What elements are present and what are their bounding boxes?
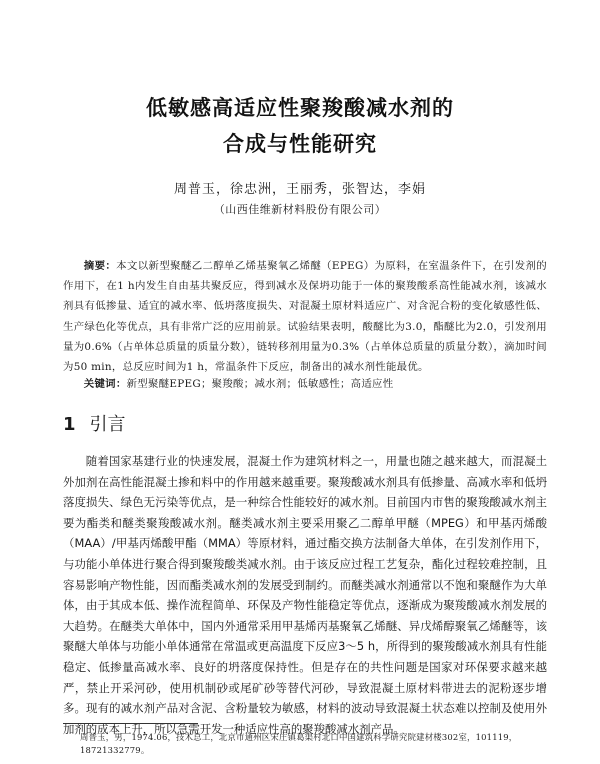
section-title: 引言 [89, 414, 126, 435]
paper-title-line-2: 合成与性能研究 [223, 132, 377, 156]
abstract-text: 本文以新型聚醚乙二醇单乙烯基聚氧乙烯醚（EPEG）为原料，在室温条件下，在引发剂的作用下，在1 h内发生自由基共聚反应，得到减水及保坍功能于一体的聚羧酸系高性能减水剂，该减水剂具有低掺量、适宜的减水率、低坍落度损失、对混凝土原材料适应广、对含泥合粉的变化敏感性低、生产绿色化等优点，具有非常广泛的应用前景。试验结果表明，酸醚比为3.0，酯醚比为2.0，引发剂用量为0.6%（占单体总质量的质量分数），链转移剂用量为0.3%（占单体总质量的质量分数），滴加时间为50 min，总反应时间为1 h，常温条件下反应，制备出的减水剂性能最优。 [63, 260, 547, 374]
abstract-label: 摘要： [83, 260, 117, 272]
section-number: 1 [63, 414, 76, 435]
keywords [63, 375, 547, 393]
section-heading [63, 410, 126, 436]
footnote-divider [63, 723, 198, 724]
keywords-label: 关键词： [83, 378, 127, 390]
affiliation: （山西佳维新材料股份有限公司） [213, 203, 387, 216]
paper-title-line-1: 低敏感高适应性聚羧酸减水剂的 [146, 96, 454, 120]
keywords-text: 新型聚醚EPEG；聚羧酸；减水剂；低敏感性；高适应性 [126, 378, 394, 390]
abstract [63, 256, 547, 377]
author-list: 周普玉，徐忠洲，王丽秀，张智达，李娟 [173, 182, 426, 197]
introduction-paragraph: 随着国家基建行业的快速发展，混凝土作为建筑材料之一，用量也随之越来越大，而混凝土外加剂在高性能混凝土掺和料中的作用越来越重要。聚羧酸减水剂具有低掺量、高减水率和低坍落度损失、绿色无污染等优点，是一种综合性能较好的减水剂。目前国内市售的聚羧酸减水剂主要为酯类和醚类聚羧酸减水剂。醚类减水剂主要采用聚乙二醇单甲醚（MPEG）和甲基丙烯酸（MAA）/甲基丙烯酸甲酯（MMA）等原材料，通过酯交换方法制备大单体，在引发剂作用下，与功能小单体进行聚合得到聚羧酸类减水剂。由于该反应过程工艺复杂，酯化过程较难控制，且容易影响产物性能，因而酯类减水剂的发展受到制约。而醚类减水剂通常以不饱和聚醚作为大单体，由于其成本低、操作流程简单、环保及产物性能稳定等优点，逐渐成为聚羧酸减水剂发展的大趋势。在醚类大单体中，国内外通常采用甲基烯丙基聚氧乙烯醚、异戊烯醇聚氧乙烯醚等，该聚醚大单体与功能小单体通常在常温或更高温度下反应3～5 h，所得到的聚羧酸减水剂具有性能稳定、低掺量高减水率、良好的坍落度保持性。但是存在的共性问题是国家对环保要求越来越严，禁止开采河砂，使用机制砂或尾矿砂等替代河砂，导致混凝土原材料带进去的泥粉逐步增多。现有的减水剂产品对含泥、含粉量较为敏感，材料的波动导致混凝土状态难以控制及使用外加剂的成本上升，所以急需开发一种适应性高的聚羧酸减水剂产品。 [63, 454, 547, 736]
author-footnote: 周普玉，男，1974.06，技术总工，北京市通州区宋庄镇葛渠村北口中国建筑科学研究院建材楼302室，101119，18721332779。 [80, 732, 518, 755]
